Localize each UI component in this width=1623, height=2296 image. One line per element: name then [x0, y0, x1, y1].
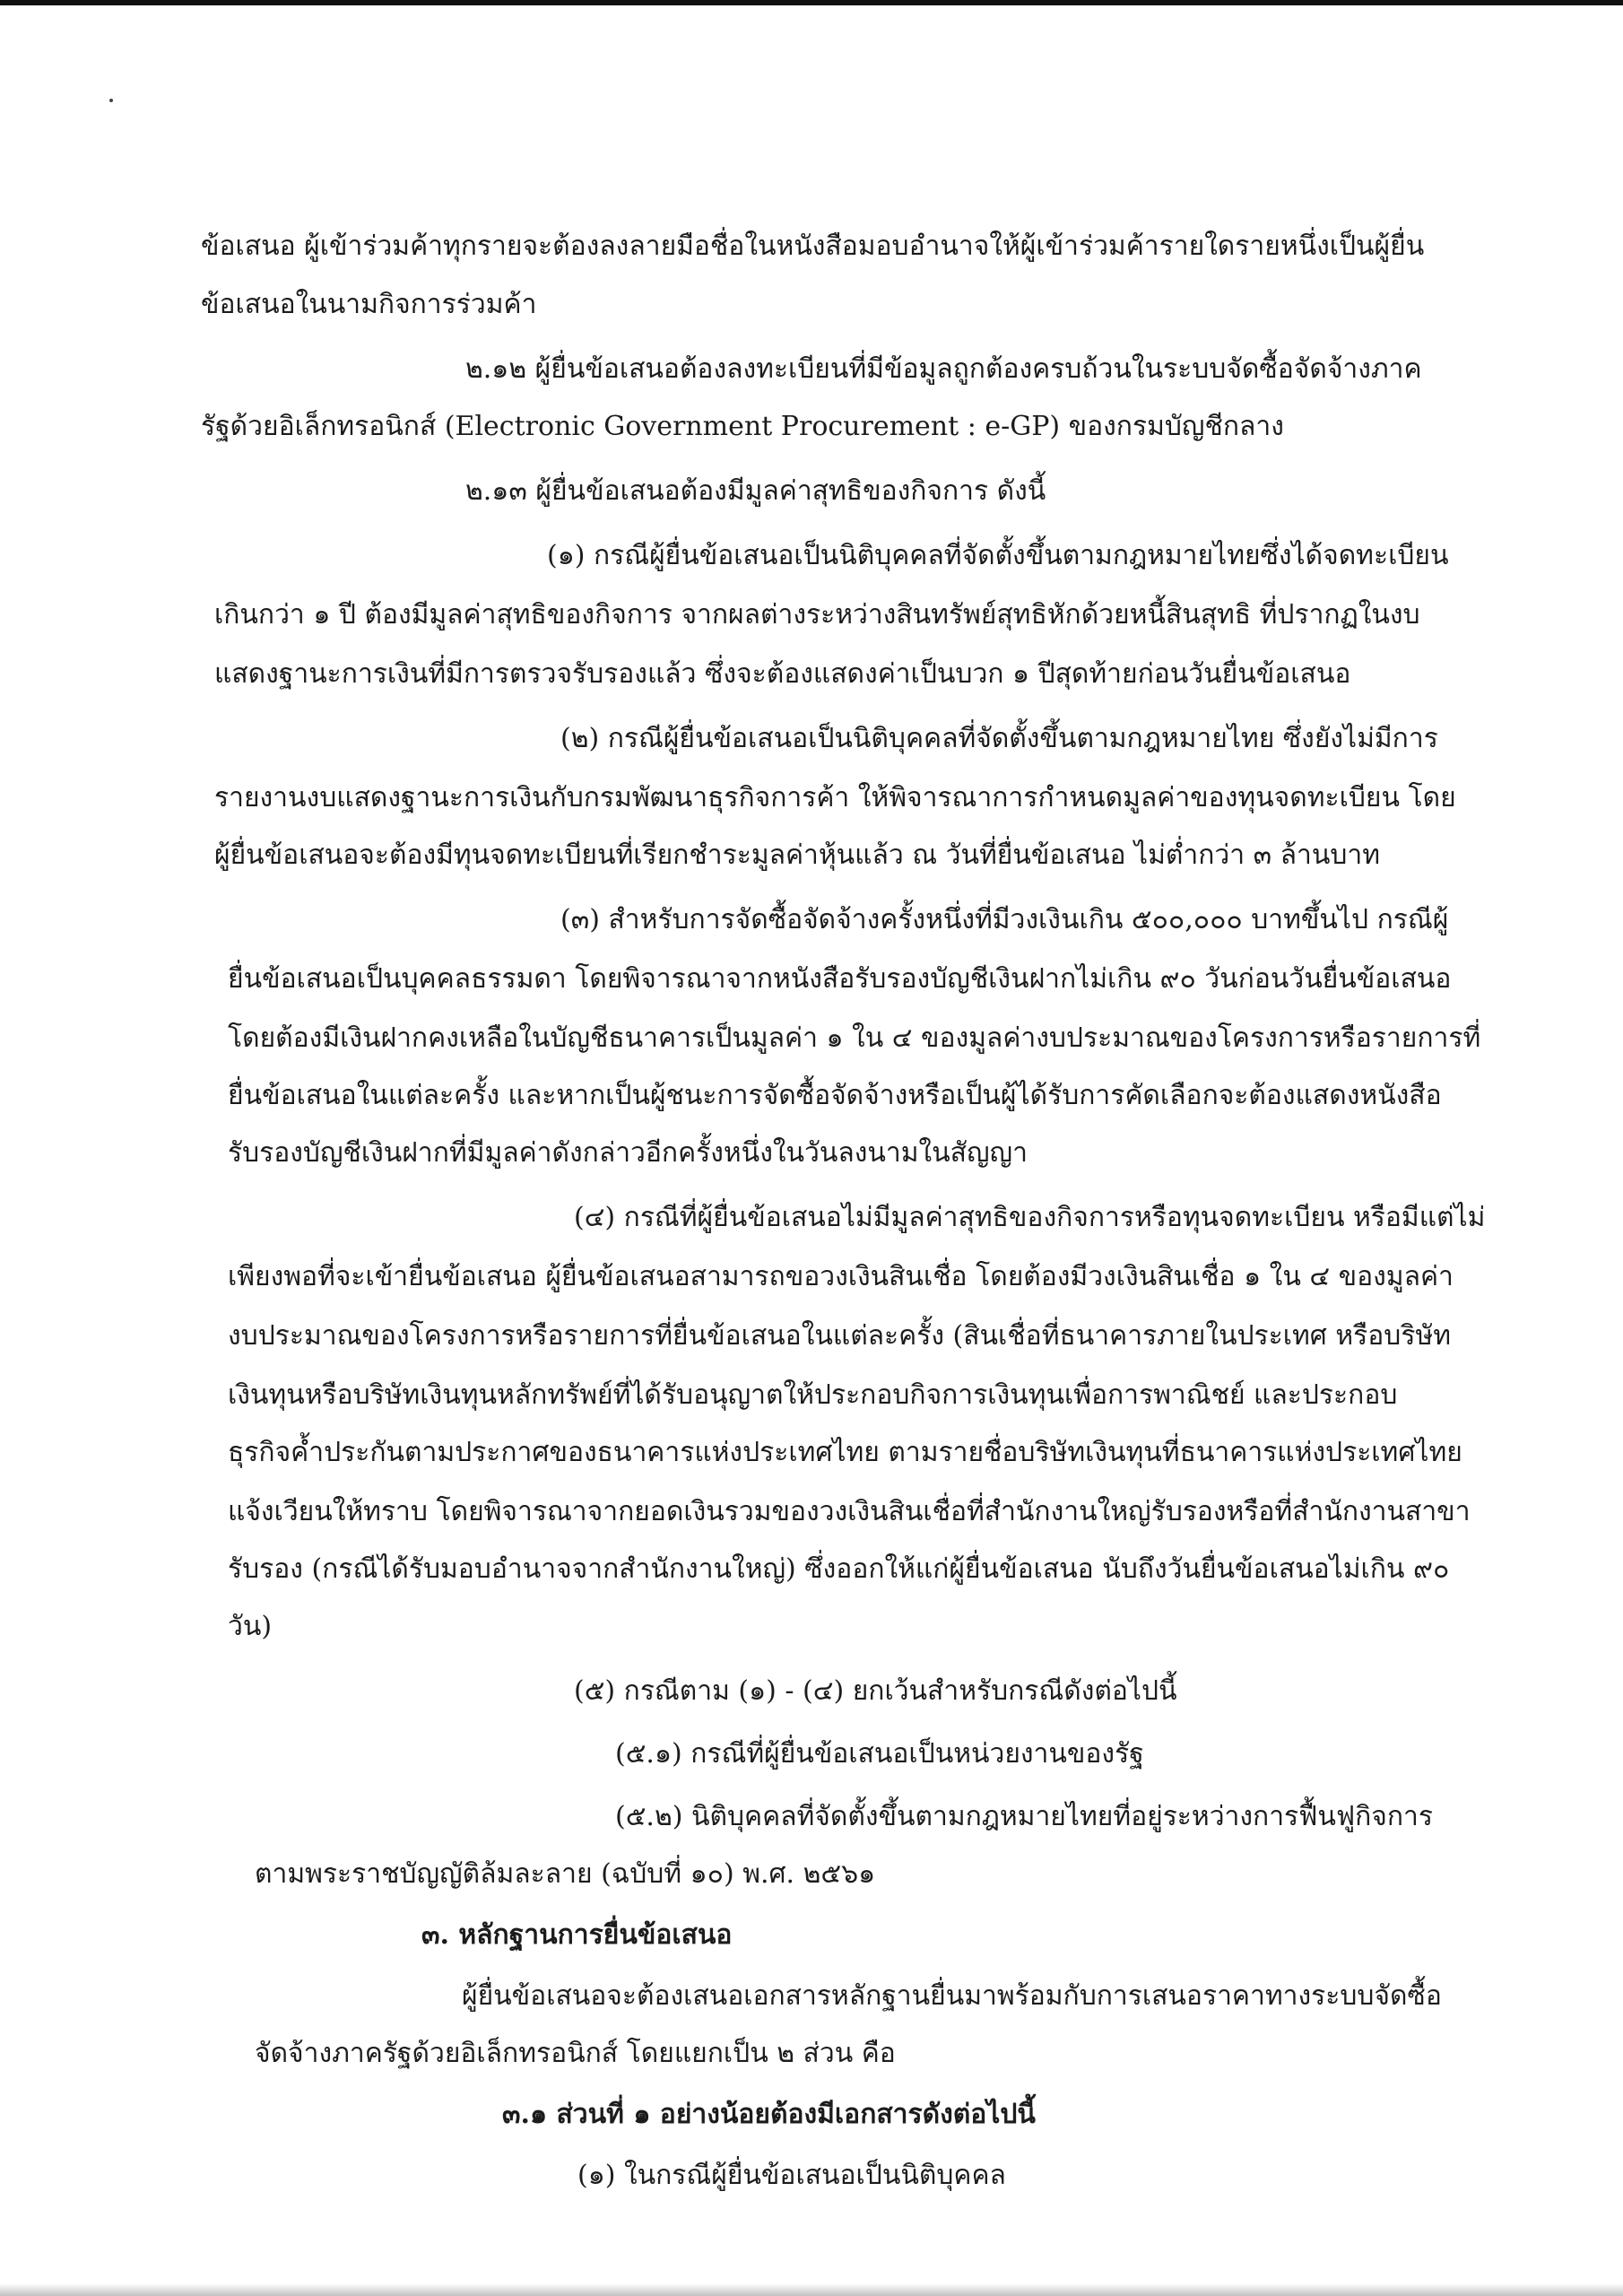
text-line: (๕.๑) กรณีที่ผู้ยื่นข้อเสนอเป็นหน่วยงานของรัฐ: [615, 1738, 1144, 1770]
text-line: ข้อเสนอในนามกิจการร่วมค้า: [201, 289, 537, 320]
text-line: (๔) กรณีที่ผู้ยื่นข้อเสนอไม่มีมูลค่าสุทธิของกิจการหรือทุนจดทะเบียน หรือมีแต่ไม่: [574, 1202, 1486, 1233]
text-line: (๑) กรณีผู้ยื่นข้อเสนอเป็นนิติบุคคลที่จัดตั้งขึ้นตามกฎหมายไทยซึ่งได้จดทะเบียน: [547, 540, 1449, 571]
text-line: วัน): [228, 1611, 273, 1642]
text-line: เพียงพอที่จะเข้ายื่นข้อเสนอ ผู้ยื่นข้อเสนอสามารถขอวงเงินสินเชื่อ โดยต้องมีวงเงินสินเชื่อ ๑ ใน ๔ ของมูลค่า: [228, 1261, 1454, 1292]
text-line: (๓) สำหรับการจัดซื้อจัดจ้างครั้งหนึ่งที่มีวงเงินเกิน ๕๐๐,๐๐๐ บาทขึ้นไป กรณีผู้: [560, 904, 1449, 935]
scan-top-border: [0, 0, 1623, 5]
text-line: (๑) ในกรณีผู้ยื่นข้อเสนอเป็นนิติบุคคล: [577, 2160, 1006, 2191]
text-line: ผู้ยื่นข้อเสนอจะต้องเสนอเอกสารหลักฐานยื่นมาพร้อมกับการเสนอราคาทางระบบจัดซื้อ: [462, 1980, 1442, 2012]
text-line: รายงานงบแสดงฐานะการเงินกับกรมพัฒนาธุรกิจการค้า ให้พิจารณาการกำหนดมูลค่าของทุนจดทะเบียน โดย: [214, 782, 1456, 813]
text-line: รับรอง (กรณีได้รับมอบอำนาจจากสำนักงานใหญ่) ซึ่งออกให้แก่ผู้ยื่นข้อเสนอ นับถึงวันยื่นข้อเสนอไม่เกิน ๙๐: [228, 1553, 1450, 1585]
text-line: (๒) กรณีผู้ยื่นข้อเสนอเป็นนิติบุคคลที่จัดตั้งขึ้นตามกฎหมายไทย ซึ่งยังไม่มีการ: [560, 723, 1438, 754]
subsection-heading: ๓.๑ ส่วนที่ ๑ อย่างน้อยต้องมีเอกสารดังต่อไปนี้: [502, 2099, 1036, 2130]
text-line: จัดจ้างภาครัฐด้วยอิเล็กทรอนิกส์ โดยแยกเป็น ๒ ส่วน คือ: [255, 2038, 896, 2069]
text-line: แสดงฐานะการเงินที่มีการตรวจรับรองแล้ว ซึ่งจะต้องแสดงค่าเป็นบวก ๑ ปีสุดท้ายก่อนวันยื่นข้อเสนอ: [214, 658, 1351, 690]
text-line: ผู้ยื่นข้อเสนอจะต้องมีทุนจดทะเบียนที่เรียกชำระมูลค่าหุ้นแล้ว ณ วันที่ยื่นข้อเสนอ ไม่ต่ำกว่า ๓ ล้านบาท: [214, 839, 1381, 871]
text-line: ข้อเสนอ ผู้เข้าร่วมค้าทุกรายจะต้องลงลายมือชื่อในหนังสือมอบอำนาจให้ผู้เข้าร่วมค้ารายใดรายหนึ่งเป็นผู้ยื่น: [201, 230, 1425, 262]
scan-bottom-edge: [0, 2283, 1623, 2296]
text-line: งบประมาณของโครงการหรือรายการที่ยื่นข้อเสนอในแต่ละครั้ง (สินเชื่อที่ธนาคารภายในประเทศ หรือบริษัท: [228, 1320, 1452, 1352]
section-heading: ๓. หลักฐานการยื่นข้อเสนอ: [421, 1919, 733, 1951]
text-line: ๒.๑๓ ผู้ยื่นข้อเสนอต้องมีมูลค่าสุทธิของกิจการ ดังนี้: [465, 475, 1046, 507]
text-line: (๕) กรณีตาม (๑) - (๔) ยกเว้นสำหรับกรณีดังต่อไปนี้: [574, 1675, 1177, 1707]
text-line: รัฐด้วยอิเล็กทรอนิกส์ (Electronic Government Procurement : e-GP) ของกรมบัญชีกลาง: [201, 411, 1284, 442]
text-line: เกินกว่า ๑ ปี ต้องมีมูลค่าสุทธิของกิจการ จากผลต่างระหว่างสินทรัพย์สุทธิหักด้วยหนี้สินสุทธิ ที่ปรากฏในงบ: [214, 599, 1420, 631]
text-line: รับรองบัญชีเงินฝากที่มีมูลค่าดังกล่าวอีกครั้งหนึ่งในวันลงนามในสัญญา: [228, 1137, 1028, 1169]
text-line: เงินทุนหรือบริษัทเงินทุนหลักทรัพย์ที่ได้รับอนุญาตให้ประกอบกิจการเงินทุนเพื่อการพาณิชย์ และประกอบ: [228, 1379, 1398, 1411]
text-line: ยื่นข้อเสนอในแต่ละครั้ง และหากเป็นผู้ชนะการจัดซื้อจัดจ้างหรือเป็นผู้ได้รับการคัดเลือกจะต้องแสดงหนังสือ: [228, 1080, 1442, 1111]
text-line: โดยต้องมีเงินฝากคงเหลือในบัญชีธนาคารเป็นมูลค่า ๑ ใน ๔ ของมูลค่างบประมาณของโครงการหรือรายการที่: [228, 1022, 1481, 1054]
text-line: แจ้งเวียนให้ทราบ โดยพิจารณาจากยอดเงินรวมของวงเงินสินเชื่อที่สำนักงานใหญ่รับรองหรือที่สำนักงานสาขา: [228, 1496, 1471, 1527]
text-line: ตามพระราชบัญญัติล้มละลาย (ฉบับที่ ๑๐) พ.ศ. ๒๕๖๑: [255, 1858, 876, 1890]
text-line: ธุรกิจค้ำประกันตามประกาศของธนาคารแห่งประเทศไทย ตามรายชื่อบริษัทเงินทุนที่ธนาคารแห่งประเทศไทย: [228, 1437, 1462, 1468]
scan-speck: [109, 99, 113, 102]
text-line: ยื่นข้อเสนอเป็นบุคคลธรรมดา โดยพิจารณาจากหนังสือรับรองบัญชีเงินฝากไม่เกิน ๙๐ วันก่อนวันยื่นข้อเสนอ: [228, 963, 1452, 995]
text-line: (๕.๒) นิติบุคคลที่จัดตั้งขึ้นตามกฎหมายไทยที่อยู่ระหว่างการฟื้นฟูกิจการ: [615, 1801, 1434, 1832]
text-line: ๒.๑๒ ผู้ยื่นข้อเสนอต้องลงทะเบียนที่มีข้อมูลถูกต้องครบถ้วนในระบบจัดซื้อจัดจ้างภาค: [465, 353, 1422, 385]
